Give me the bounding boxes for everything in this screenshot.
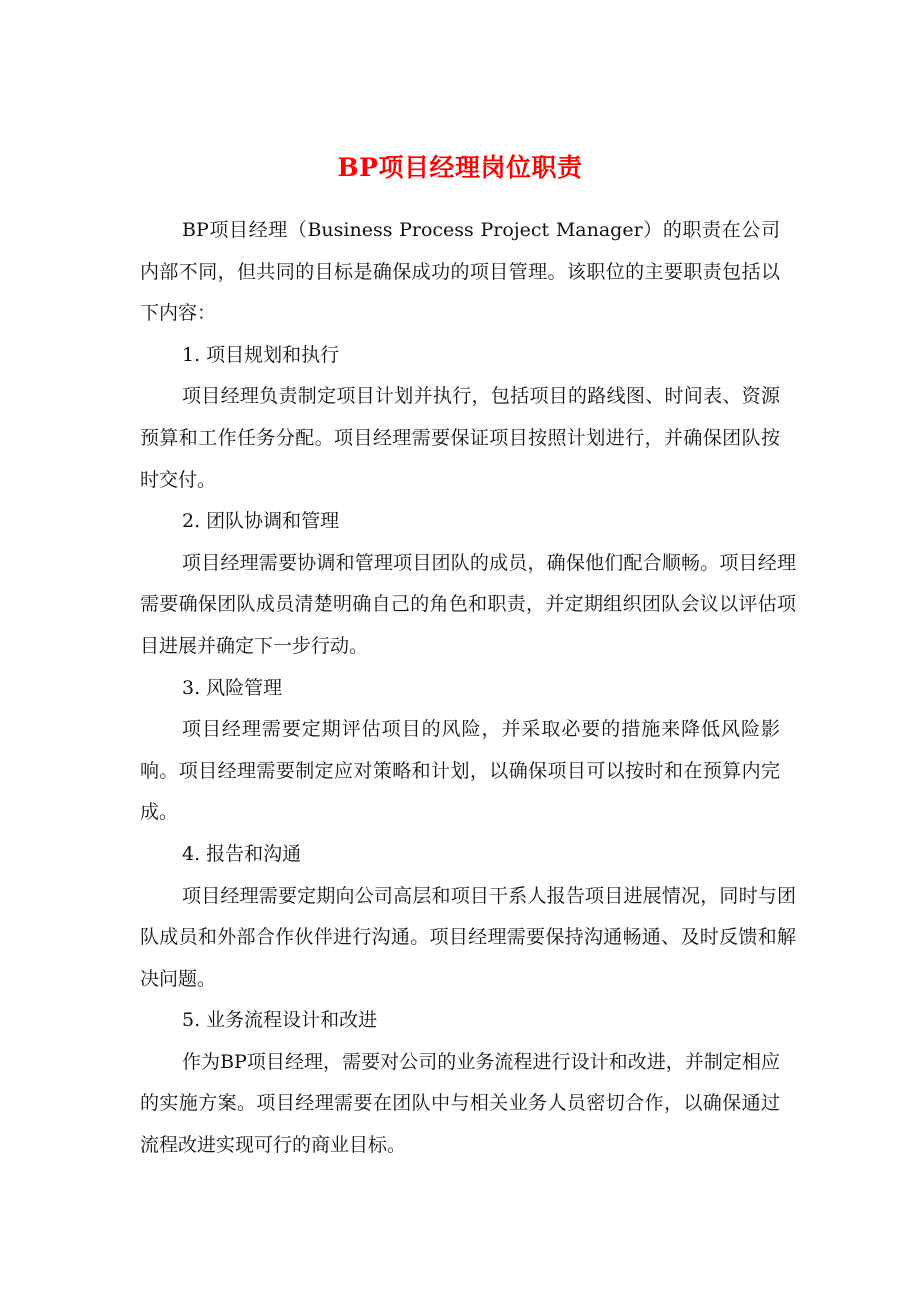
section-4-heading: 4. 报告和沟通	[182, 842, 302, 865]
section-2-text: 项目经理需要协调和管理项目团队的成员，确保他们配合顺畅。项目经理需要确保团队成员清楚明确自己的角色和职责，并定期组织团队会议以评估项目进展并确定下一步行动。	[140, 551, 796, 657]
section-5-text: 作为BP项目经理，需要对公司的业务流程进行设计和改进，并制定相应的实施方案。项目经理需要在团队中与相关业务人员密切合作，以确保通过流程改进实现可行的商业目标。	[140, 1050, 780, 1157]
document-title: BP项目经理岗位职责	[337, 152, 583, 182]
intro-paragraph: BP项目经理（Business Process Project Manager）的职责在公司内部不同，但共同的目标是确保成功的项目管理。该职位的主要职责包括以下内容：	[140, 219, 780, 325]
section-5-heading: 5. 业务流程设计和改进	[182, 1009, 378, 1032]
document-body	[140, 210, 796, 1167]
section-3-text: 项目经理需要定期评估项目的风险，并采取必要的措施来降低风险影响。项目经理需要制定应对策略和计划，以确保项目可以按时和在预算内完成。	[140, 718, 780, 824]
section-2-heading: 2. 团队协调和管理	[182, 510, 340, 533]
section-1-heading: 1. 项目规划和执行	[182, 343, 340, 366]
section-4-text: 项目经理需要定期向公司高层和项目干系人报告项目进展情况，同时与团队成员和外部合作伙伴进行沟通。项目经理需要保持沟通畅通、及时反馈和解决问题。	[140, 884, 796, 990]
section-1-text: 项目经理负责制定项目计划并执行，包括项目的路线图、时间表、资源预算和工作任务分配。项目经理需要保证项目按照计划进行，并确保团队按时交付。	[140, 385, 780, 491]
section-3-heading: 3. 风险管理	[182, 676, 283, 699]
